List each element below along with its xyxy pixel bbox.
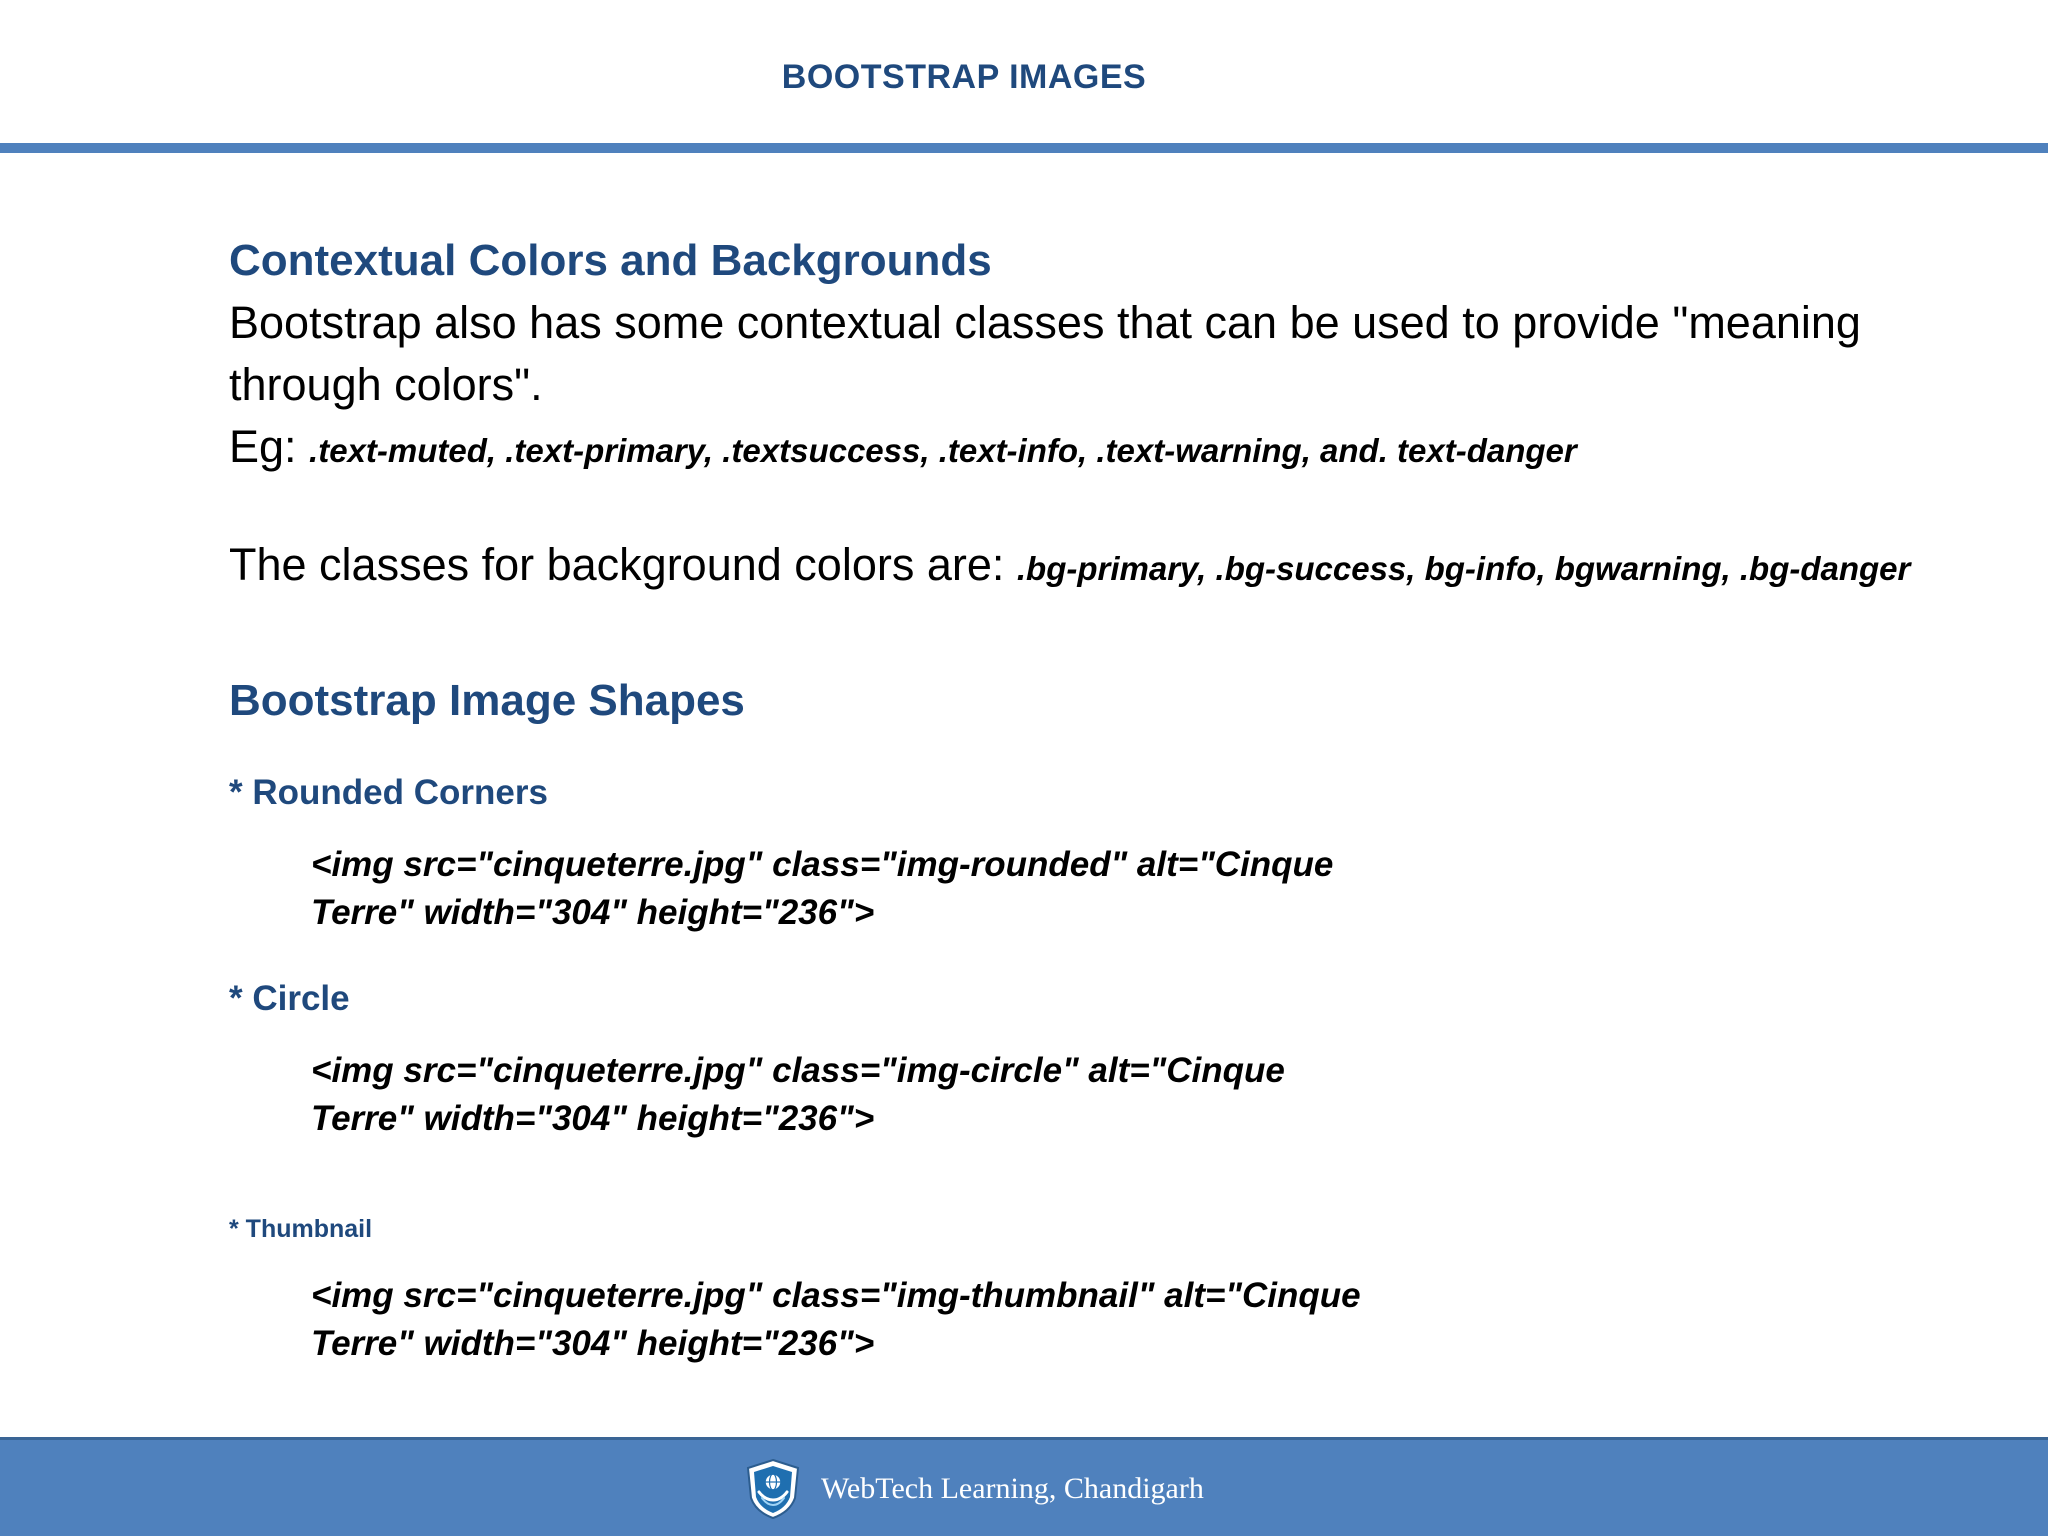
slide-content [229, 230, 2029, 1368]
circle-label: * Circle [229, 979, 350, 1019]
circle-code [311, 1047, 2029, 1143]
bg-classes-list: .bg-primary, .bg-success, bg-info, bgwarning, .bg-danger [1016, 549, 1911, 587]
contextual-heading: Contextual Colors and Backgrounds [229, 236, 992, 285]
thumbnail-label: * Thumbnail [229, 1215, 373, 1244]
eg-label: Eg: [229, 420, 310, 472]
title-divider [0, 143, 2048, 153]
text-classes-list: .text-muted, .text-primary, .textsuccess, .text-info, .text-warning, and. text-danger [309, 431, 1577, 469]
footer-text: WebTech Learning, Chandigarh [821, 1472, 1204, 1505]
contextual-paragraph-line2: through colors". [229, 358, 543, 410]
text-classes-example [229, 416, 2029, 482]
globe-hands-shield-icon [745, 1458, 801, 1520]
contextual-paragraph-line1: Bootstrap also has some contextual classes that can be used to provide "meaning [229, 296, 1861, 348]
bg-classes-label: The classes for background colors are: [229, 538, 1017, 590]
rounded-corners-label: * Rounded Corners [229, 773, 548, 813]
image-shapes-heading: Bootstrap Image Shapes [229, 675, 745, 725]
code-line: <img src="cinqueterre.jpg" class="img-circle" alt="Cinque [311, 1051, 1285, 1091]
contextual-paragraph [229, 292, 2029, 416]
code-line: <img src="cinqueterre.jpg" class="img-rounded" alt="Cinque [311, 845, 1334, 885]
slide-title: BOOTSTRAP IMAGES [781, 58, 1147, 96]
bg-classes-line [229, 534, 2029, 600]
rounded-corners-code [311, 841, 2029, 937]
thumbnail-code [311, 1272, 2029, 1368]
footer-branding [745, 1454, 1204, 1524]
code-line: <img src="cinqueterre.jpg" class="img-thumbnail" alt="Cinque [311, 1276, 1361, 1316]
code-line: Terre" width="304" height="236"> [311, 1324, 875, 1364]
code-line: Terre" width="304" height="236"> [311, 893, 875, 933]
footer-bar [0, 1437, 2048, 1536]
code-line: Terre" width="304" height="236"> [311, 1099, 875, 1139]
